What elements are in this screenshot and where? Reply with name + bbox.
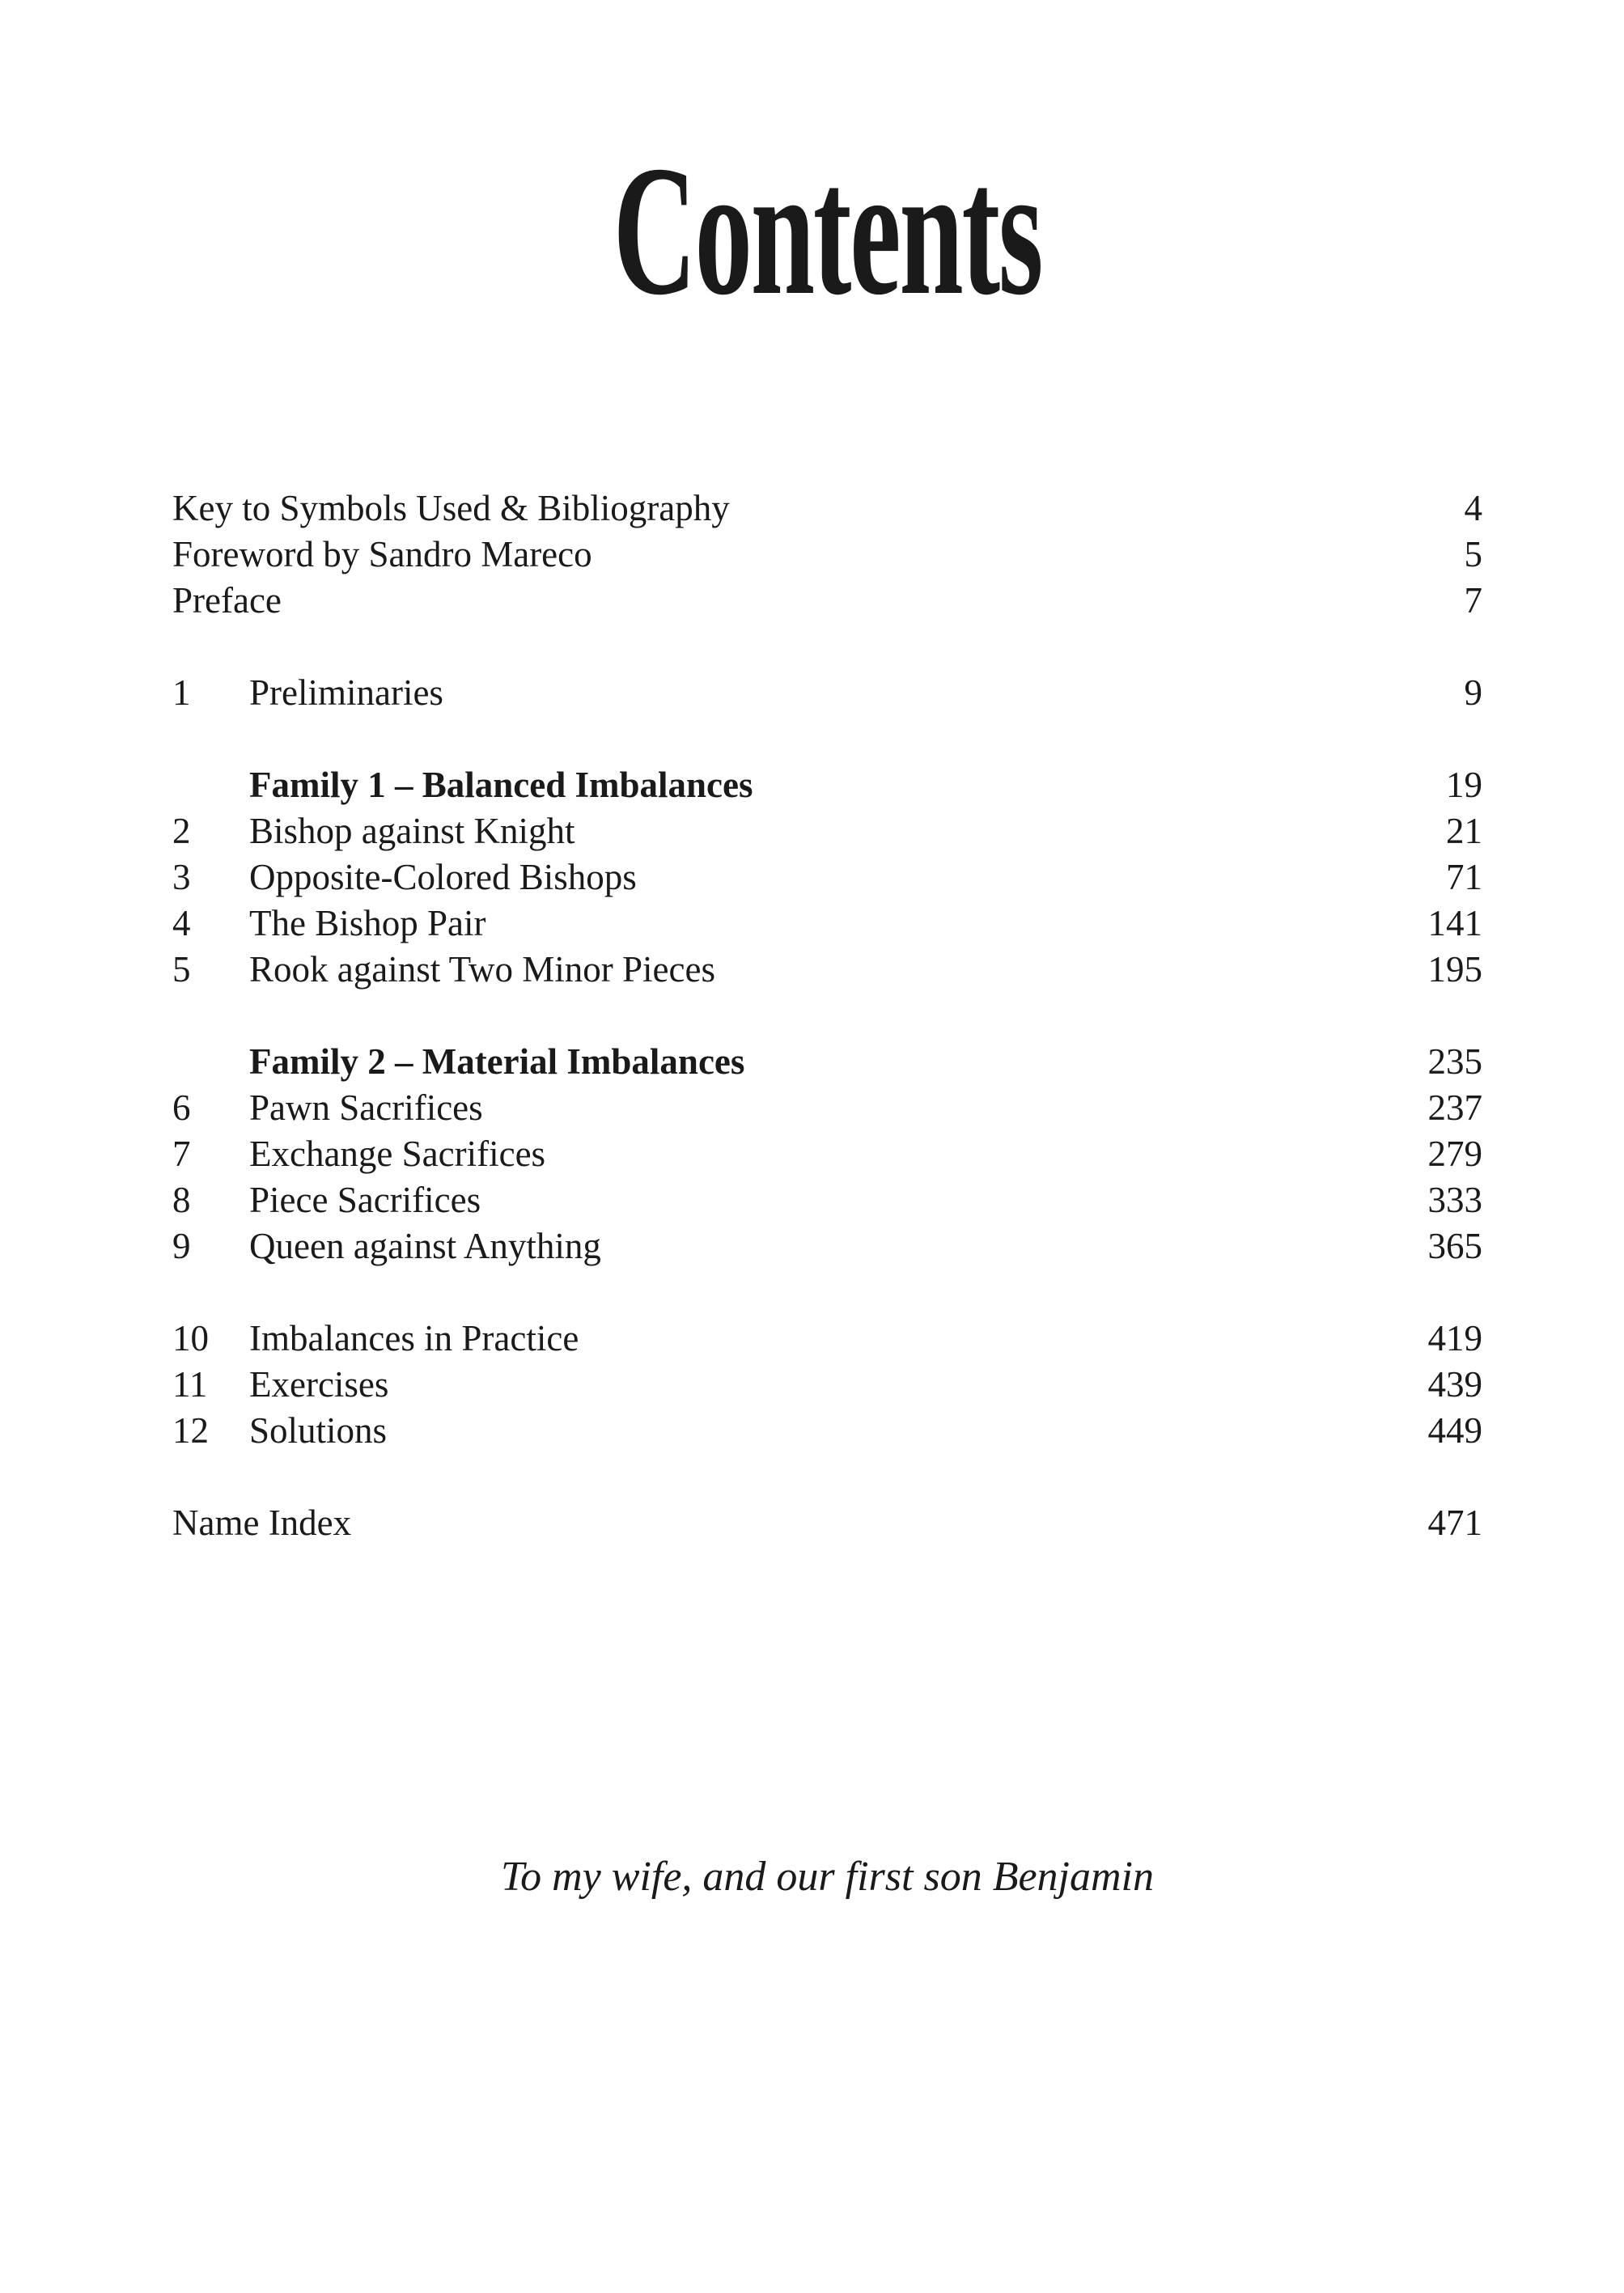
toc-entry-label: Queen against Anything bbox=[249, 1226, 601, 1266]
toc-entry-page: 9 bbox=[1464, 672, 1482, 713]
toc-entry-page: 7 bbox=[1464, 580, 1482, 621]
toc-entry-label: Preliminaries bbox=[249, 672, 443, 713]
toc-entry-page: 237 bbox=[1427, 1087, 1482, 1128]
chapter-number: 4 bbox=[172, 903, 191, 943]
toc-entry-label: Opposite-Colored Bishops bbox=[249, 857, 637, 897]
toc-entry-page: 71 bbox=[1446, 857, 1482, 897]
toc-row-family-2-heading bbox=[172, 1039, 1482, 1085]
toc-entry-page: 419 bbox=[1427, 1318, 1482, 1358]
toc-entry-label: Exchange Sacrifices bbox=[249, 1134, 546, 1174]
toc-entry-page: 333 bbox=[1427, 1180, 1482, 1220]
toc-entry-page: 449 bbox=[1427, 1410, 1482, 1451]
chapter-number: 3 bbox=[172, 857, 191, 897]
toc-entry-label: Imbalances in Practice bbox=[249, 1318, 579, 1358]
chapter-number: 12 bbox=[172, 1410, 209, 1451]
toc-section-heading: Family 2 – Material Imbalances bbox=[249, 1041, 745, 1082]
chapter-number: 10 bbox=[172, 1318, 209, 1358]
toc-row-chapter-6 bbox=[172, 1085, 1482, 1131]
toc-row-chapter-8 bbox=[172, 1177, 1482, 1223]
chapter-number: 2 bbox=[172, 811, 191, 851]
chapter-number: 8 bbox=[172, 1180, 191, 1220]
toc-entry-label: The Bishop Pair bbox=[249, 903, 486, 943]
toc-entry-label: Pawn Sacrifices bbox=[249, 1087, 483, 1128]
chapter-number: 9 bbox=[172, 1226, 191, 1266]
toc-row-chapter-12 bbox=[172, 1408, 1482, 1454]
toc-entry-page: 439 bbox=[1427, 1364, 1482, 1405]
toc-entry-label: Name Index bbox=[172, 1503, 352, 1543]
toc-entry-label: Bishop against Knight bbox=[249, 811, 575, 851]
toc-row-chapter-1 bbox=[172, 670, 1482, 716]
toc-entry-label: Piece Sacrifices bbox=[249, 1180, 481, 1220]
toc-row-chapter-4 bbox=[172, 901, 1482, 947]
chapter-number: 5 bbox=[172, 949, 191, 990]
toc-entry-page: 21 bbox=[1446, 811, 1482, 851]
table-of-contents bbox=[172, 485, 1482, 1546]
toc-entry-page: 279 bbox=[1427, 1134, 1482, 1174]
chapter-number: 1 bbox=[172, 672, 191, 713]
toc-entry-page: 471 bbox=[1427, 1503, 1482, 1543]
toc-row-foreword bbox=[172, 532, 1482, 578]
toc-entry-label: Preface bbox=[172, 580, 282, 621]
toc-entry-label: Foreword by Sandro Mareco bbox=[172, 534, 592, 574]
toc-row-chapter-9 bbox=[172, 1223, 1482, 1269]
chapter-number: 11 bbox=[172, 1364, 208, 1405]
toc-entry-page: 4 bbox=[1464, 488, 1482, 528]
toc-entry-page: 365 bbox=[1427, 1226, 1482, 1266]
toc-row-chapter-2 bbox=[172, 808, 1482, 854]
chapter-number: 7 bbox=[172, 1134, 191, 1174]
toc-entry-label: Rook against Two Minor Pieces bbox=[249, 949, 715, 990]
toc-row-chapter-11 bbox=[172, 1362, 1482, 1408]
toc-row-preface bbox=[172, 578, 1482, 624]
toc-entry-page: 141 bbox=[1427, 903, 1482, 943]
toc-row-key-to-symbols bbox=[172, 485, 1482, 532]
toc-row-chapter-7 bbox=[172, 1131, 1482, 1177]
page-title: Contents bbox=[613, 127, 1042, 333]
toc-entry-page: 235 bbox=[1427, 1041, 1482, 1082]
toc-entry-page: 195 bbox=[1427, 949, 1482, 990]
toc-row-family-1-heading bbox=[172, 762, 1482, 808]
toc-entry-label: Exercises bbox=[249, 1364, 389, 1405]
toc-row-name-index bbox=[172, 1500, 1482, 1546]
toc-row-chapter-3 bbox=[172, 854, 1482, 901]
dedication-text: To my wife, and our first son Benjamin bbox=[500, 1854, 1154, 1900]
toc-entry-label: Solutions bbox=[249, 1410, 388, 1451]
toc-section-heading: Family 1 – Balanced Imbalances bbox=[249, 765, 753, 805]
toc-entry-page: 5 bbox=[1464, 534, 1482, 574]
toc-row-chapter-10 bbox=[172, 1316, 1482, 1362]
toc-row-chapter-5 bbox=[172, 947, 1482, 993]
chapter-number: 6 bbox=[172, 1087, 191, 1128]
toc-entry-page: 19 bbox=[1446, 765, 1482, 805]
toc-entry-label: Key to Symbols Used & Bibliography bbox=[172, 488, 730, 528]
